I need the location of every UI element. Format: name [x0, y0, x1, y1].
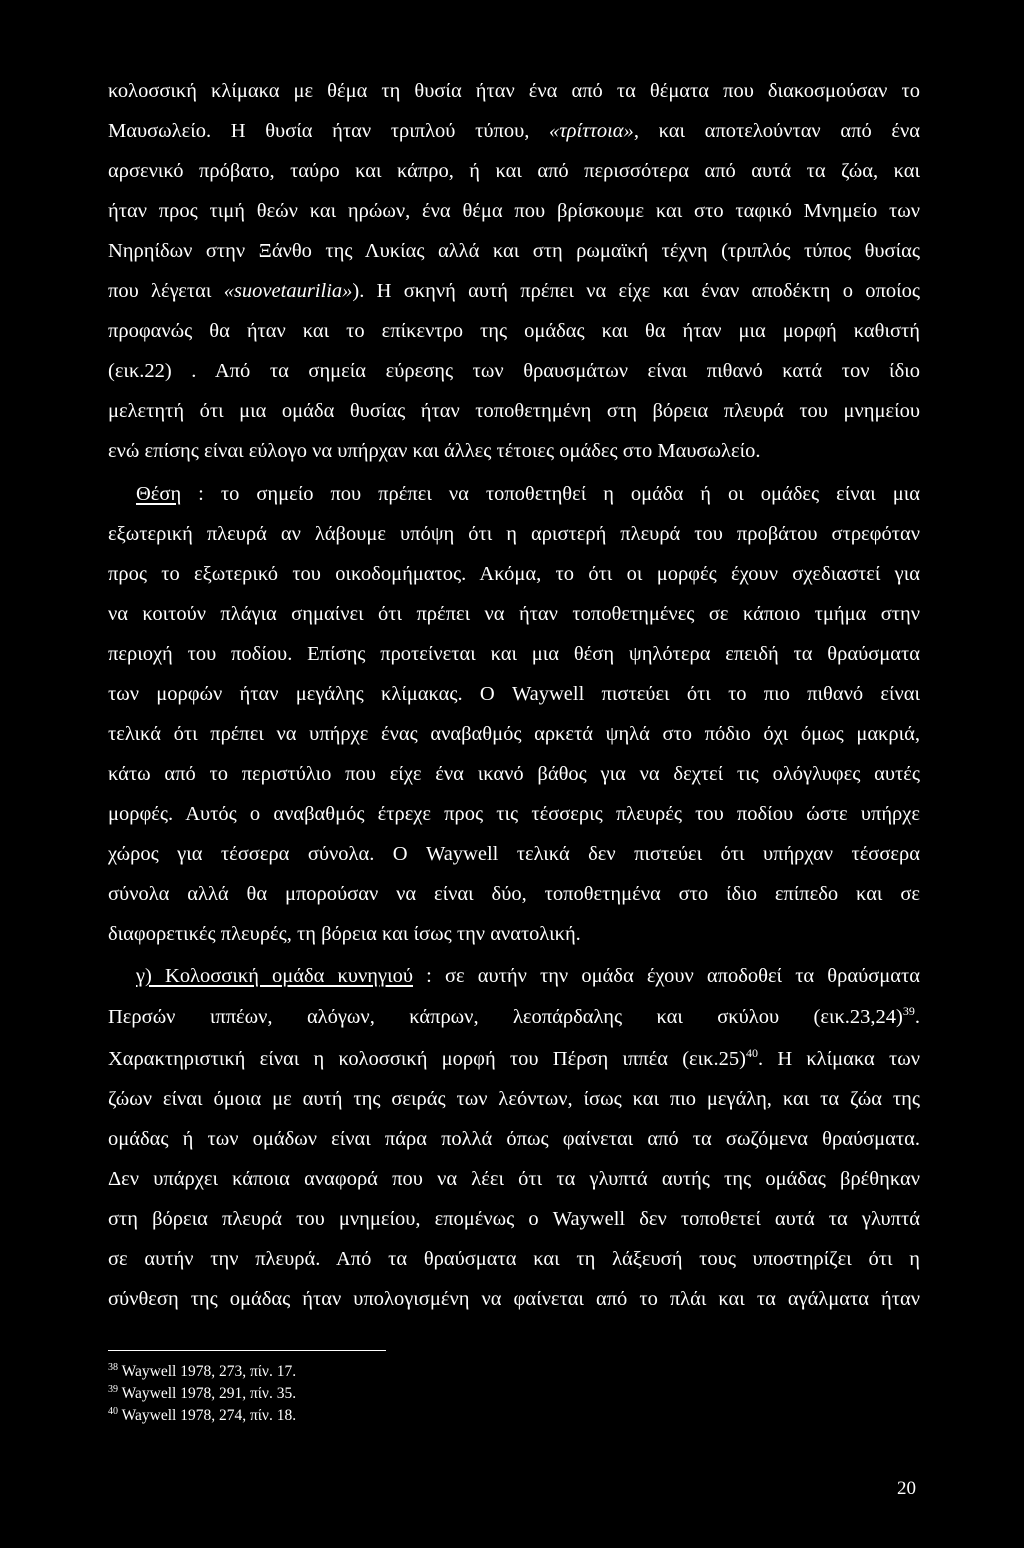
footnote-divider [108, 1350, 386, 1351]
text-line: ήταν προς τιμή θεών και ηρώων, ένα θέμα που βρίσκουμε και στο ταφικό Μνημείο των [108, 200, 920, 222]
footnote-ref: 40 [745, 1046, 758, 1060]
page-number: 20 [897, 1478, 916, 1499]
text-line: περιοχή του ποδίου. Επίσης προτείνεται και μια θέση ψηλότερα επειδή τα θραύσματα [108, 643, 920, 665]
text-line: (εικ.22) . Από τα σημεία εύρεσης των θραυσμάτων είναι πιθανό κατά τον ίδιο [108, 360, 920, 382]
footnote: $^{38}$ Waywell 1978, 273, πίν. 17. [108, 1362, 297, 1380]
section-heading-hunt: γ) Κολοσσική ομάδα κυνηγιού [136, 965, 413, 987]
text-line: που λέγεται «suovetaurilia»). Η σκηνή αυτή πρέπει να είχε και έναν αποδέκτη ο οποίος [108, 280, 921, 302]
text-line: χώρος για τέσσερα σύνολα. Ο Waywell τελικά δεν πιστεύει ότι υπήρχαν τέσσερα [108, 843, 920, 865]
text-line: Περσών ιππέων, αλόγων, κάπρων, λεοπάρδαλης και σκύλου $(\varepsilon\iota\kappa.23,24)^{39}$. [108, 1004, 920, 1028]
text-line: σε αυτήν την πλευρά. Από τα θραύσματα και τη λάξευσή τους υποστηρίζει ότι η [108, 1248, 920, 1270]
text-line: Μαυσωλείο. Η θυσία ήταν τριπλού τύπου, «τρίττοια», και αποτελούνταν από ένα [108, 120, 920, 142]
text-line: γ) Κολοσσική ομάδα κυνηγιού : σε αυτήν την ομάδα έχουν αποδοθεί τα θραύσματα [136, 965, 920, 987]
text-line: ζώων είναι όμοια με αυτή της σειράς των λεόντων, ίσως και πιο μεγάλη, και τα ζώα της [108, 1088, 920, 1110]
text-line: Δεν υπάρχει κάποια αναφορά που να λέει ότι τα γλυπτά αυτής της ομάδας βρέθηκαν [108, 1168, 920, 1190]
text-line: να κοιτούν πλάγια σημαίνει ότι πρέπει να ήταν τοποθετημένες σε κάποιο τμήμα στην [108, 603, 920, 625]
text-line: Χαρακτηριστική είναι η κολοσσική μορφή του Πέρση ιππέα $(\varepsilon\iota\kappa.25)^{40}$. Η κλίμακα των [108, 1046, 920, 1070]
footnote: $^{39}$ Waywell 1978, 291, πίν. 35. [108, 1384, 297, 1402]
text-line: κάτω από το περιστύλιο που είχε ένα ικανό βάθος για να δεχτεί τις ολόγλυφες αυτές [108, 763, 920, 785]
section-heading-thesi: Θέση [136, 483, 182, 505]
text-line: Νηρηίδων στην Ξάνθο της Λυκίας αλλά και στη ρωμαϊκή τέχνη (τριπλός τύπος θυσίας [108, 240, 920, 262]
text-line: σύνολα αλλά θα μπορούσαν να είναι δύο, τοποθετημένα στο ίδιο επίπεδο και σε [108, 883, 920, 905]
text-line: στη βόρεια πλευρά του μνημείου, επομένως ο Waywell δεν τοποθετεί αυτά τα γλυπτά [108, 1208, 920, 1230]
text-line: μελετητή ότι μια ομάδα θυσίας ήταν τοποθετημένη στη βόρεια πλευρά του μνημείου [108, 400, 920, 422]
text-line: αρσενικό πρόβατο, ταύρο και κάπρο, ή και από περισσότερα από αυτά τα ζώα, και [108, 160, 920, 182]
text-line: σύνθεση της ομάδας ήταν υπολογισμένη να φαίνεται από το πλάι και τα αγάλματα ήταν [108, 1288, 920, 1310]
text-line: προς το εξωτερικό του οικοδομήματος. Ακόμα, το ότι οι μορφές έχουν σχεδιαστεί για [108, 563, 920, 585]
text-line: ενώ επίσης είναι εύλογο να υπήρχαν και άλλες τέτοιες ομάδες στο Μαυσωλείο. [108, 440, 761, 462]
text-line: κολοσσική κλίμακα με θέμα τη θυσία ήταν ένα από τα θέματα που διακοσμούσαν το [108, 80, 920, 102]
text-line: ομάδας ή των ομάδων είναι πάρα πολλά όπως φαίνεται από τα σωζόμενα θραύσματα. [108, 1128, 920, 1150]
text-line: των μορφών ήταν μεγάλης κλίμακας. Ο Waywell πιστεύει ότι το πιο πιθανό είναι [108, 683, 920, 705]
text-line: Θέση : το σημείο που πρέπει να τοποθετηθεί η ομάδα ή οι ομάδες είναι μια [136, 483, 920, 505]
text-line: εξωτερική πλευρά αν λάβουμε υπόψη ότι η αριστερή πλευρά του προβάτου στρεφόταν [108, 523, 920, 545]
text-line: μορφές. Αυτός ο αναβαθμός έτρεχε προς τις τέσσερις πλευρές του ποδίου ώστε υπήρχε [108, 803, 920, 825]
footnote-ref: 39 [902, 1004, 915, 1018]
text-line: τελικά ότι πρέπει να υπήρχε ένας αναβαθμός αρκετά ψηλά στο πόδιο όχι όμως μακριά, [108, 723, 920, 745]
footnote: $^{40}$ Waywell 1978, 274, πίν. 18. [108, 1406, 297, 1424]
text-line: προφανώς θα ήταν και το επίκεντρο της ομάδας και θα ήταν μια μορφή καθιστή [108, 320, 920, 342]
text-line: διαφορετικές πλευρές, τη βόρεια και ίσως την ανατολική. [108, 923, 581, 945]
